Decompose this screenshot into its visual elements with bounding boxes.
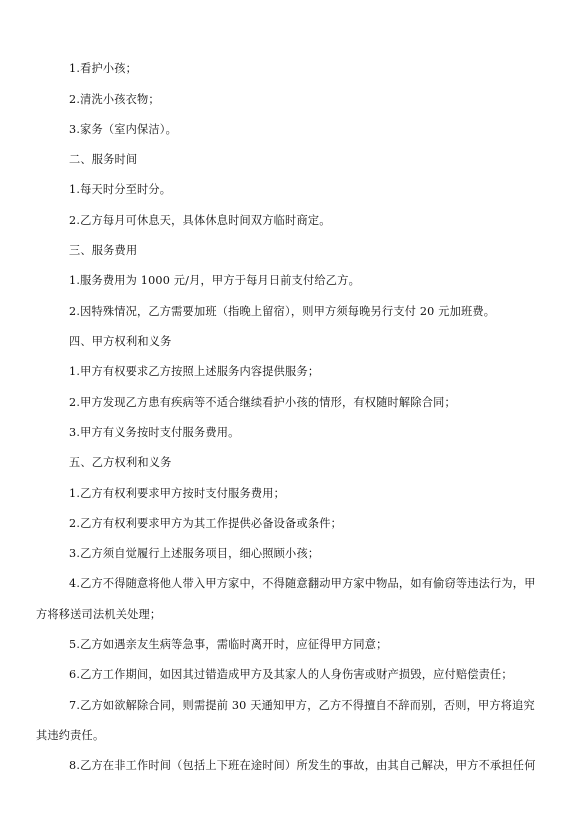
paragraph-rest-days: 2.乙方每月可休息天，具体休息时间双方临时商定。 [69, 214, 331, 227]
paragraph-party-b-6: 6.乙方工作期间，如因其过错造成甲方及其家人的人身伤害或财产损毁，应付赔偿责任； [69, 668, 513, 681]
paragraph-party-a-3: 3.甲方有义务按时支付服务费用。 [69, 426, 240, 439]
paragraph-party-b-4: 4.乙方不得随意将他人带入甲方家中，不得随意翻动甲方家中物品，如有偷窃等违法行为，甲 [69, 577, 536, 590]
paragraph-fee-amount: 1.服务费用为 1000 元/月，甲方于每月日前支付给乙方。 [69, 274, 360, 287]
paragraph-party-b-4-cont: 方将移送司法机关处理； [36, 608, 162, 621]
paragraph-party-b-5: 5.乙方如遇亲友生病等急事，需临时离开时，应征得甲方同意； [69, 638, 388, 651]
section-heading-party-a: 四、甲方权利和义务 [69, 335, 172, 348]
section-heading-party-b: 五、乙方权利和义务 [69, 456, 172, 469]
paragraph-party-a-1: 1.甲方有权要求乙方按照上述服务内容提供服务； [69, 365, 320, 378]
list-item-wash-clothes: 2.清洗小孩衣物； [69, 93, 160, 106]
paragraph-party-b-7-cont: 其违约责任。 [36, 729, 105, 742]
paragraph-party-b-7: 7.乙方如欲解除合同，则需提前 30 天通知甲方，乙方不得擅自不辞而别，否则，甲方将追究 [69, 699, 535, 712]
section-heading-service-time: 二、服务时间 [69, 153, 138, 166]
paragraph-party-b-2: 2.乙方有权利要求甲方为其工作提供必备设备或条件； [69, 517, 342, 530]
list-item-housework: 3.家务（室内保洁）。 [69, 123, 177, 136]
paragraph-daily-hours: 1.每天时分至时分。 [69, 183, 172, 196]
list-item-care-child: 1.看护小孩； [69, 62, 138, 75]
paragraph-party-a-2: 2.甲方发现乙方患有疾病等不适合继续看护小孩的情形，有权随时解除合同； [69, 396, 456, 409]
section-heading-service-fee: 三、服务费用 [69, 244, 138, 257]
paragraph-party-b-3: 3.乙方须自觉履行上述服务项目，细心照顾小孩； [69, 547, 320, 560]
paragraph-party-b-1: 1.乙方有权利要求甲方按时支付服务费用； [69, 487, 286, 500]
paragraph-party-b-8: 8.乙方在非工作时间（包括上下班在途时间）所发生的事故，由其自己解决，甲方不承担任何 [69, 759, 536, 772]
paragraph-overtime-fee: 2.因特殊情况，乙方需要加班（指晚上留宿），则甲方须每晚另行支付 20 元加班费。 [69, 305, 496, 318]
